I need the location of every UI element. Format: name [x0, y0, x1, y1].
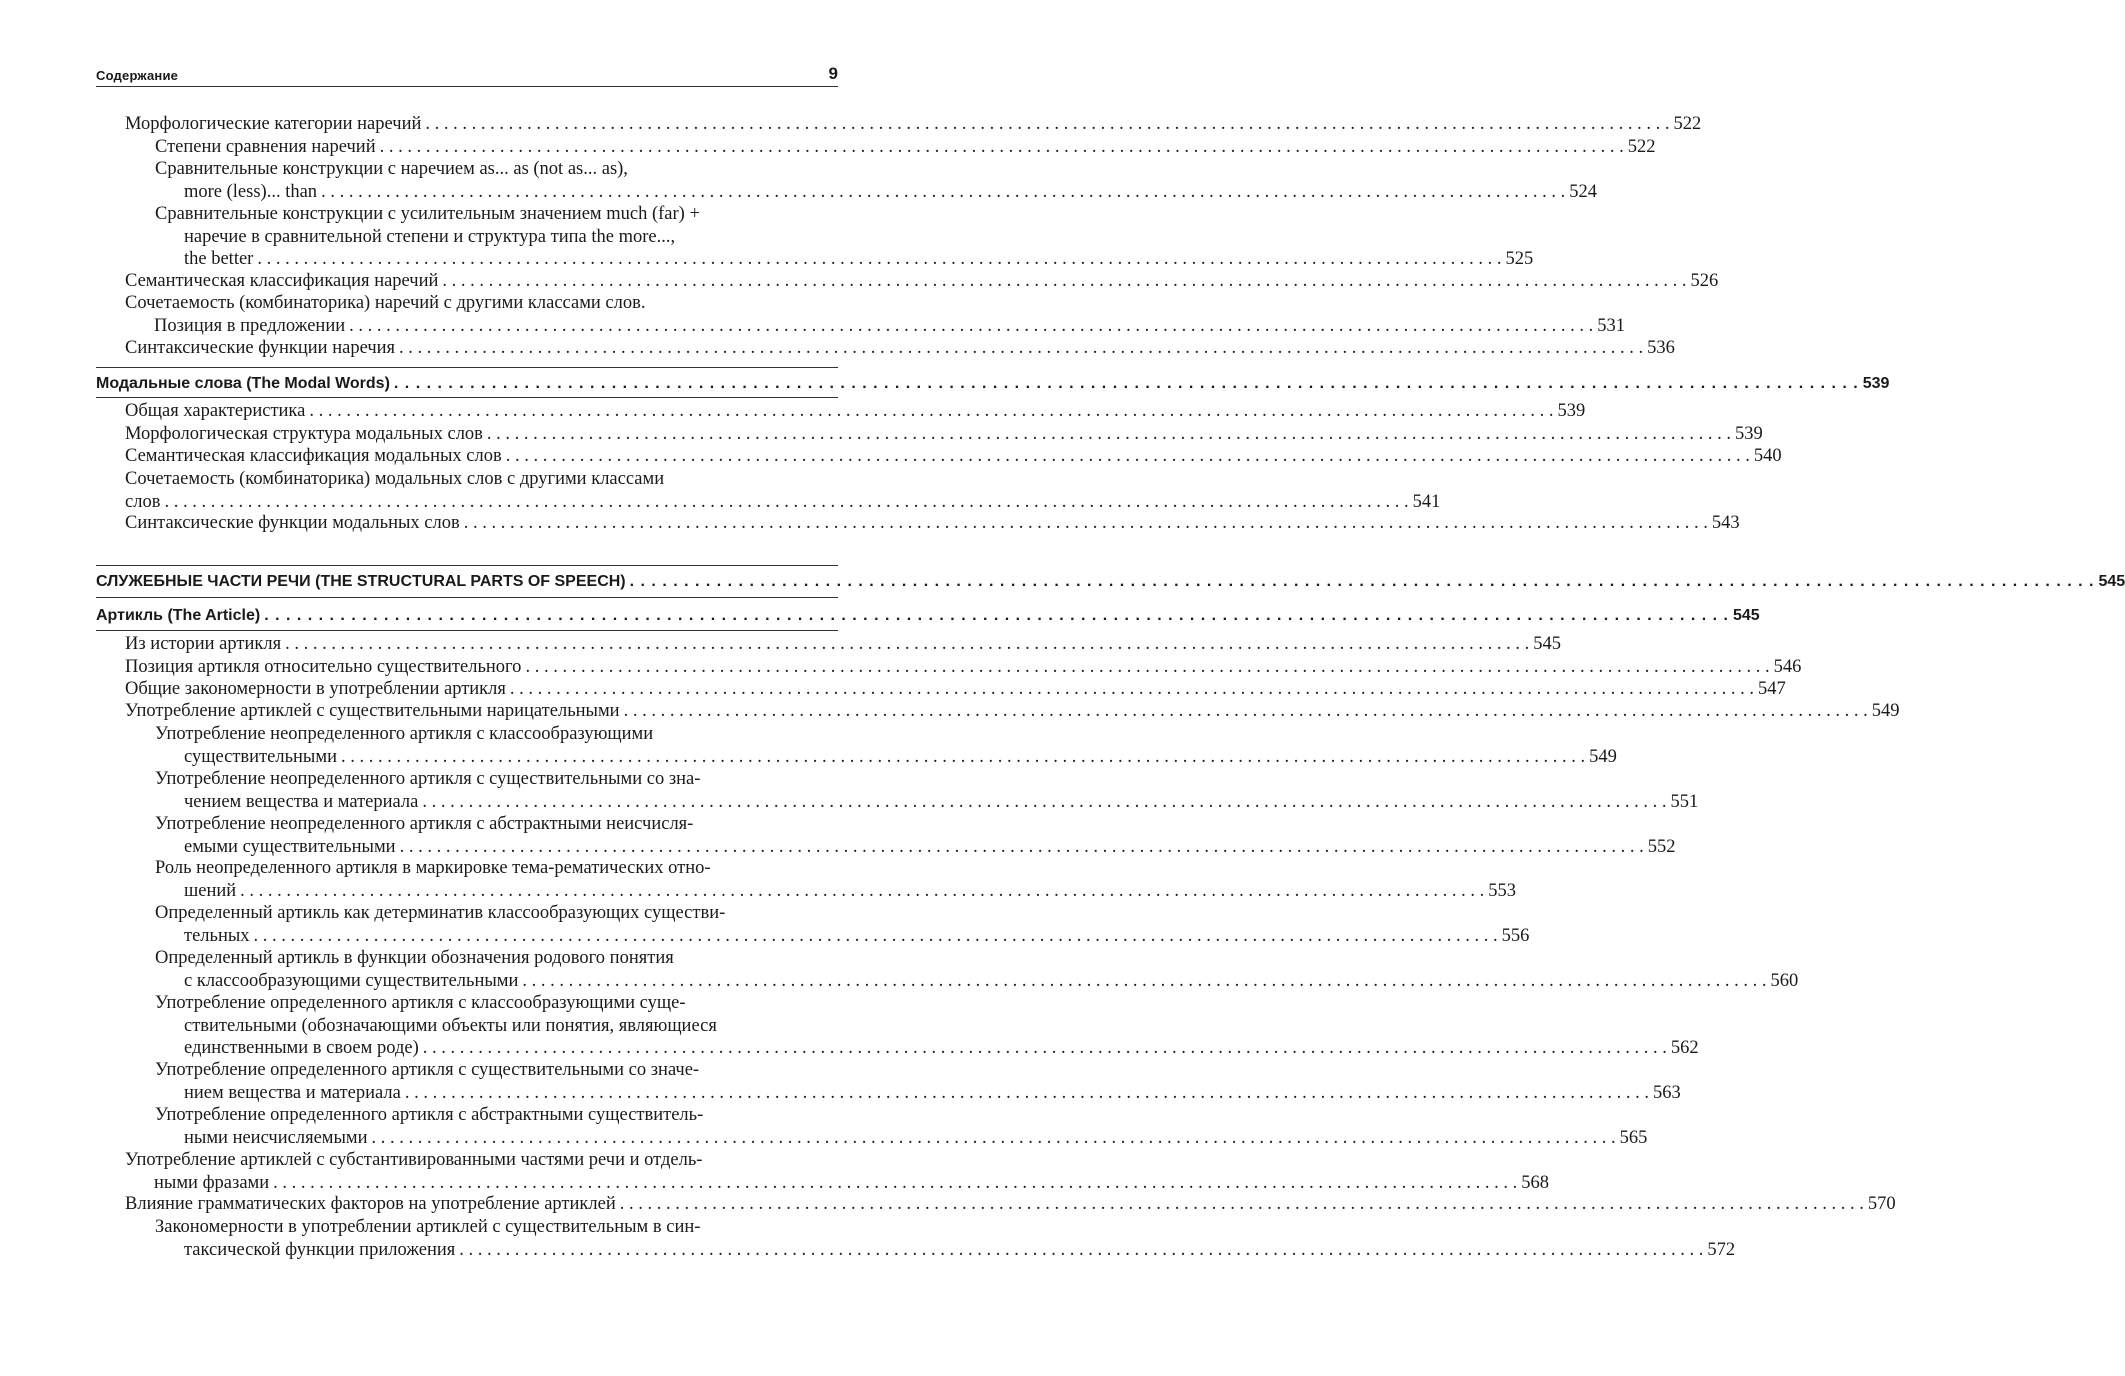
- toc-entry[interactable]: Сочетаемость (комбинаторика) наречий с другими классами слов. Позиция в предложении. . . 531: [96, 292, 838, 337]
- toc-entry[interactable]: Роль неопределенного артикля в маркировке тема-рематических отно- шений. . . 553: [96, 857, 838, 902]
- page-number: 9: [828, 64, 838, 83]
- section-rule: [96, 597, 838, 598]
- toc-entry[interactable]: Сравнительные конструкции с усилительным значением much (far) + наречие в сравнительной степени и структура типа the more..., the better. . . 525: [96, 203, 838, 271]
- toc-entry[interactable]: Употребление артиклей с субстантивированными частями речи и отдель- ными фразами. . . 568: [96, 1149, 838, 1194]
- toc-entry[interactable]: Семантическая классификация наречий . . . 526: [96, 270, 838, 293]
- toc-entry[interactable]: Сравнительные конструкции с наречием as... as (not as... as), more (less)... than. . . 524: [96, 158, 838, 203]
- toc-entry[interactable]: Морфологическая структура модальных слов . . . 539: [96, 423, 838, 446]
- section-rule: [96, 565, 838, 566]
- toc-section-heading[interactable]: Артикль (The Article) . . . 545: [96, 605, 838, 627]
- toc-entry[interactable]: Степени сравнения наречий . . . 522: [96, 136, 838, 159]
- toc-entry[interactable]: Синтаксические функции наречия . . . 536: [96, 337, 838, 360]
- header-rule: [96, 86, 838, 87]
- header-title: Содержание: [96, 68, 179, 83]
- toc-entry[interactable]: Закономерности в употреблении артиклей с существительным в син- таксической функции приложения. . . 572: [96, 1216, 838, 1261]
- toc-entry[interactable]: Употребление артиклей с существительными нарицательными . . . 549: [96, 700, 838, 723]
- toc-section-heading[interactable]: Модальные слова (The Modal Words) . . . 539: [96, 373, 838, 395]
- toc-entry[interactable]: Употребление неопределенного артикля с абстрактными неисчисля- емыми существительными. . . 552: [96, 813, 838, 858]
- toc-entry[interactable]: Из истории артикля . . . 545: [96, 633, 838, 656]
- toc-entry[interactable]: Определенный артикль в функции обозначения родового понятия с классообразующими существительными. . . 560: [96, 947, 838, 992]
- toc-entry[interactable]: Употребление неопределенного артикля с классообразующими существительными. . . 549: [96, 723, 838, 768]
- toc-entry[interactable]: Позиция артикля относительно существительного . . . 546: [96, 656, 838, 679]
- toc-part-heading[interactable]: СЛУЖЕБНЫЕ ЧАСТИ РЕЧИ (THE STRUCTURAL PARTS OF SPEECH) . . . 545: [96, 571, 838, 593]
- toc-entry[interactable]: Морфологические категории наречий . . . 522: [96, 113, 838, 136]
- toc-entry[interactable]: Общие закономерности в употреблении артикля . . . 547: [96, 678, 838, 701]
- toc-entry[interactable]: Общая характеристика . . . 539: [96, 400, 838, 423]
- toc-entry[interactable]: Синтаксические функции модальных слов . . . 543: [96, 512, 838, 535]
- toc-entry[interactable]: Семантическая классификация модальных слов . . . 540: [96, 445, 838, 468]
- section-rule: [96, 367, 838, 368]
- toc-entry[interactable]: Употребление определенного артикля с абстрактными существитель- ными неисчисляемыми. . . 565: [96, 1104, 838, 1149]
- section-rule: [96, 630, 838, 631]
- toc-entry[interactable]: Употребление определенного артикля с существительными со значе- нием вещества и материала. . . 563: [96, 1059, 838, 1104]
- running-header: [96, 64, 838, 88]
- toc-entry[interactable]: Употребление определенного артикля с классообразующими суще- ствительными (обозначающими объекты или понятия, являющиеся единственными в своем роде). . . 562: [96, 992, 838, 1060]
- toc-entry[interactable]: Определенный артикль как детерминатив классообразующих существи- тельных. . . 556: [96, 902, 838, 947]
- toc-entry[interactable]: Влияние грамматических факторов на употребление артиклей . . . 570: [96, 1193, 838, 1216]
- section-rule: [96, 397, 838, 398]
- toc-entry[interactable]: Сочетаемость (комбинаторика) модальных слов с другими классами слов. . . 541: [96, 468, 838, 513]
- toc-entry[interactable]: Употребление неопределенного артикля с существительными со зна- чением вещества и материала. . . 551: [96, 768, 838, 813]
